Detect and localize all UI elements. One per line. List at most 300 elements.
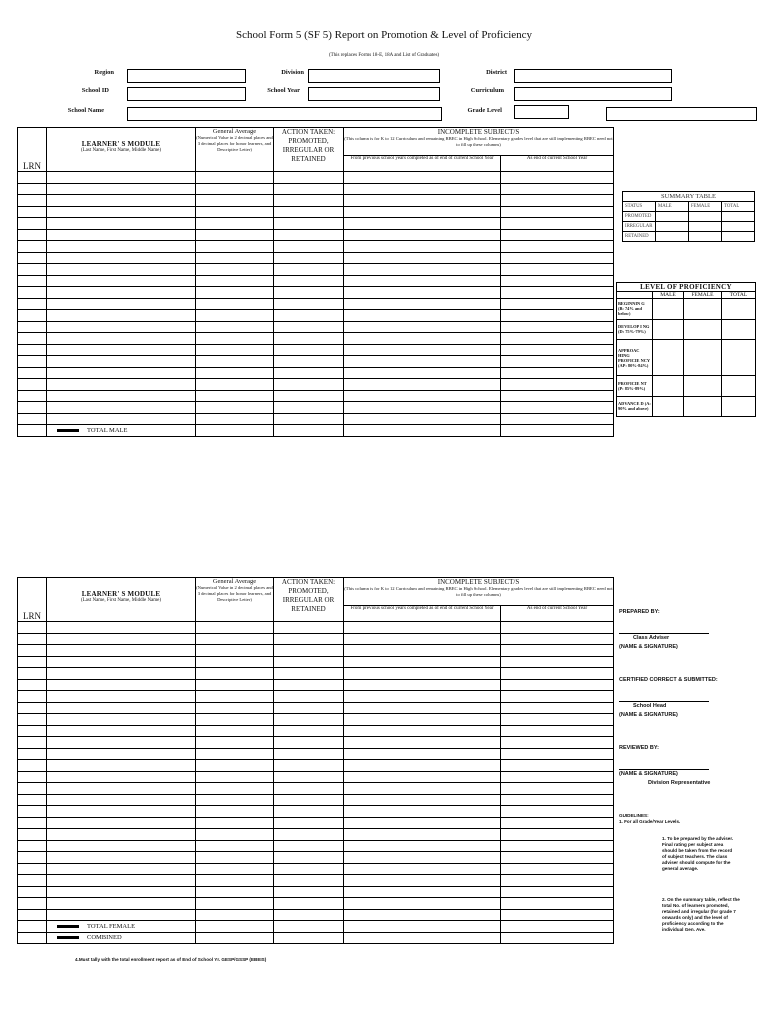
learner-cell[interactable] bbox=[47, 737, 196, 749]
learner-cell[interactable] bbox=[344, 829, 501, 841]
learner-cell[interactable] bbox=[196, 852, 274, 864]
learner-cell[interactable] bbox=[18, 668, 47, 680]
learner-cell[interactable] bbox=[274, 264, 344, 276]
learner-cell[interactable] bbox=[274, 195, 344, 207]
learner-cell[interactable] bbox=[18, 333, 47, 345]
learner-cell[interactable] bbox=[344, 413, 501, 425]
learner-cell[interactable] bbox=[196, 656, 274, 668]
learner-cell[interactable] bbox=[18, 310, 47, 322]
learner-cell[interactable] bbox=[501, 691, 614, 703]
learner-cell[interactable] bbox=[196, 714, 274, 726]
learner-cell[interactable] bbox=[501, 333, 614, 345]
learner-cell[interactable] bbox=[47, 172, 196, 184]
learner-cell[interactable] bbox=[18, 413, 47, 425]
learner-cell[interactable] bbox=[18, 275, 47, 287]
learner-cell[interactable] bbox=[501, 886, 614, 898]
learner-cell[interactable] bbox=[501, 679, 614, 691]
learner-cell[interactable] bbox=[344, 875, 501, 887]
learner-cell[interactable] bbox=[501, 645, 614, 657]
learner-cell[interactable] bbox=[274, 909, 344, 921]
learner-cell[interactable] bbox=[344, 679, 501, 691]
learner-cell[interactable] bbox=[344, 817, 501, 829]
learner-cell[interactable] bbox=[196, 622, 274, 634]
learner-cell[interactable] bbox=[274, 241, 344, 253]
learner-cell[interactable] bbox=[344, 252, 501, 264]
learner-cell[interactable] bbox=[47, 714, 196, 726]
learner-cell[interactable] bbox=[47, 817, 196, 829]
section-field[interactable] bbox=[606, 107, 757, 121]
learner-cell[interactable] bbox=[196, 252, 274, 264]
learner-cell[interactable] bbox=[344, 691, 501, 703]
learner-cell[interactable] bbox=[196, 668, 274, 680]
learner-cell[interactable] bbox=[18, 229, 47, 241]
learner-cell[interactable] bbox=[196, 898, 274, 910]
learner-cell[interactable] bbox=[274, 817, 344, 829]
learner-cell[interactable] bbox=[501, 241, 614, 253]
learner-cell[interactable] bbox=[47, 333, 196, 345]
district-field[interactable] bbox=[514, 69, 672, 83]
learner-cell[interactable] bbox=[501, 321, 614, 333]
learner-cell[interactable] bbox=[344, 886, 501, 898]
learner-cell[interactable] bbox=[196, 794, 274, 806]
learner-cell[interactable] bbox=[18, 252, 47, 264]
learner-cell[interactable] bbox=[196, 748, 274, 760]
learner-cell[interactable] bbox=[501, 725, 614, 737]
learner-cell[interactable] bbox=[344, 287, 501, 299]
learner-cell[interactable] bbox=[18, 748, 47, 760]
learner-cell[interactable] bbox=[196, 691, 274, 703]
learner-cell[interactable] bbox=[47, 806, 196, 818]
learner-cell[interactable] bbox=[196, 356, 274, 368]
learner-cell[interactable] bbox=[274, 287, 344, 299]
learner-cell[interactable] bbox=[196, 633, 274, 645]
learner-cell[interactable] bbox=[47, 840, 196, 852]
learner-cell[interactable] bbox=[274, 760, 344, 772]
learner-cell[interactable] bbox=[18, 909, 47, 921]
learner-cell[interactable] bbox=[196, 344, 274, 356]
learner-cell[interactable] bbox=[344, 702, 501, 714]
learner-cell[interactable] bbox=[501, 229, 614, 241]
learner-cell[interactable] bbox=[47, 321, 196, 333]
learner-cell[interactable] bbox=[344, 241, 501, 253]
adviser-signature-line[interactable] bbox=[619, 633, 709, 634]
learner-cell[interactable] bbox=[47, 402, 196, 414]
learner-cell[interactable] bbox=[274, 310, 344, 322]
learner-cell[interactable] bbox=[18, 390, 47, 402]
learner-cell[interactable] bbox=[18, 714, 47, 726]
learner-cell[interactable] bbox=[344, 367, 501, 379]
learner-cell[interactable] bbox=[274, 852, 344, 864]
learner-cell[interactable] bbox=[501, 909, 614, 921]
learner-cell[interactable] bbox=[18, 367, 47, 379]
learner-cell[interactable] bbox=[196, 264, 274, 276]
learner-cell[interactable] bbox=[274, 172, 344, 184]
learner-cell[interactable] bbox=[18, 183, 47, 195]
learner-cell[interactable] bbox=[274, 898, 344, 910]
ga-title: General Average bbox=[212, 578, 257, 585]
learner-cell[interactable] bbox=[501, 863, 614, 875]
learner-cell[interactable] bbox=[274, 702, 344, 714]
learner-cell[interactable] bbox=[501, 852, 614, 864]
learner-cell[interactable] bbox=[18, 206, 47, 218]
learner-cell[interactable] bbox=[501, 206, 614, 218]
learner-cell[interactable] bbox=[274, 218, 344, 230]
learner-cell[interactable] bbox=[274, 771, 344, 783]
learner-cell[interactable] bbox=[344, 771, 501, 783]
learner-cell[interactable] bbox=[501, 806, 614, 818]
learner-cell[interactable] bbox=[274, 783, 344, 795]
learner-cell[interactable] bbox=[501, 264, 614, 276]
learner-cell[interactable] bbox=[274, 829, 344, 841]
learner-cell[interactable] bbox=[47, 898, 196, 910]
learner-cell[interactable] bbox=[274, 656, 344, 668]
learner-cell[interactable] bbox=[196, 679, 274, 691]
learner-cell[interactable] bbox=[274, 748, 344, 760]
learner-cell[interactable] bbox=[18, 356, 47, 368]
learner-cell[interactable] bbox=[196, 413, 274, 425]
learner-cell[interactable] bbox=[501, 668, 614, 680]
learner-cell[interactable] bbox=[344, 390, 501, 402]
learner-cell[interactable] bbox=[196, 863, 274, 875]
learner-cell[interactable] bbox=[196, 310, 274, 322]
learner-cell[interactable] bbox=[47, 725, 196, 737]
learner-cell[interactable] bbox=[196, 298, 274, 310]
learner-cell[interactable] bbox=[196, 195, 274, 207]
learner-cell[interactable] bbox=[196, 379, 274, 391]
learner-cell[interactable] bbox=[18, 645, 47, 657]
learner-cell[interactable] bbox=[501, 344, 614, 356]
learner-cell[interactable] bbox=[501, 829, 614, 841]
learner-cell[interactable] bbox=[274, 794, 344, 806]
learner-cell[interactable] bbox=[274, 863, 344, 875]
learner-cell[interactable] bbox=[47, 183, 196, 195]
learner-cell[interactable] bbox=[501, 402, 614, 414]
learner-cell[interactable] bbox=[274, 806, 344, 818]
learner-cell[interactable] bbox=[274, 413, 344, 425]
learner-cell[interactable] bbox=[47, 668, 196, 680]
learner-cell[interactable] bbox=[47, 298, 196, 310]
learner-cell[interactable] bbox=[196, 241, 274, 253]
learner-cell[interactable] bbox=[47, 909, 196, 921]
learner-cell[interactable] bbox=[18, 817, 47, 829]
learner-cell[interactable] bbox=[18, 287, 47, 299]
learner-cell[interactable] bbox=[501, 622, 614, 634]
learner-cell[interactable] bbox=[501, 794, 614, 806]
learner-cell[interactable] bbox=[344, 656, 501, 668]
learner-cell[interactable] bbox=[501, 218, 614, 230]
learner-cell[interactable] bbox=[344, 275, 501, 287]
learner-cell[interactable] bbox=[501, 413, 614, 425]
learner-cell[interactable] bbox=[18, 264, 47, 276]
learner-cell[interactable] bbox=[344, 622, 501, 634]
learner-cell[interactable] bbox=[47, 852, 196, 864]
learner-cell[interactable] bbox=[344, 333, 501, 345]
learner-cell[interactable] bbox=[47, 702, 196, 714]
learner-cell[interactable] bbox=[344, 909, 501, 921]
learner-cell[interactable] bbox=[344, 206, 501, 218]
learner-cell[interactable] bbox=[47, 622, 196, 634]
learner-cell[interactable] bbox=[47, 875, 196, 887]
learner-cell[interactable] bbox=[196, 840, 274, 852]
learner-cell[interactable] bbox=[274, 886, 344, 898]
learner-cell[interactable] bbox=[344, 645, 501, 657]
learner-cell[interactable] bbox=[18, 829, 47, 841]
learner-cell[interactable] bbox=[344, 714, 501, 726]
learner-cell[interactable] bbox=[196, 645, 274, 657]
learner-cell[interactable] bbox=[196, 367, 274, 379]
division-field[interactable] bbox=[308, 69, 440, 83]
learner-cell[interactable] bbox=[47, 356, 196, 368]
learner-cell[interactable] bbox=[501, 287, 614, 299]
learner-cell[interactable] bbox=[47, 379, 196, 391]
learner-cell[interactable] bbox=[18, 806, 47, 818]
learner-cell[interactable] bbox=[344, 183, 501, 195]
learner-cell[interactable] bbox=[344, 379, 501, 391]
learner-cell[interactable] bbox=[47, 275, 196, 287]
learner-cell[interactable] bbox=[196, 909, 274, 921]
learner-cell[interactable] bbox=[196, 275, 274, 287]
learner-cell[interactable] bbox=[47, 656, 196, 668]
learner-cell[interactable] bbox=[501, 172, 614, 184]
learner-cell[interactable] bbox=[274, 714, 344, 726]
learner-cell[interactable] bbox=[344, 748, 501, 760]
learner-cell[interactable] bbox=[47, 206, 196, 218]
learner-cell[interactable] bbox=[344, 402, 501, 414]
learner-cell[interactable] bbox=[501, 840, 614, 852]
learner-cell[interactable] bbox=[501, 183, 614, 195]
learner-cell[interactable] bbox=[18, 622, 47, 634]
learner-cell[interactable] bbox=[501, 656, 614, 668]
learner-cell[interactable] bbox=[344, 840, 501, 852]
learner-cell[interactable] bbox=[501, 760, 614, 772]
learner-cell[interactable] bbox=[18, 886, 47, 898]
learner-cell[interactable] bbox=[196, 333, 274, 345]
learner-cell[interactable] bbox=[274, 737, 344, 749]
learner-cell[interactable] bbox=[18, 344, 47, 356]
learner-cell[interactable] bbox=[501, 356, 614, 368]
learner-cell[interactable] bbox=[274, 183, 344, 195]
learner-cell[interactable] bbox=[18, 241, 47, 253]
learner-cell[interactable] bbox=[196, 402, 274, 414]
rep-signature-line[interactable] bbox=[619, 769, 709, 770]
learner-cell[interactable] bbox=[196, 771, 274, 783]
learner-cell[interactable] bbox=[501, 898, 614, 910]
learner-cell[interactable] bbox=[274, 633, 344, 645]
learner-cell[interactable] bbox=[196, 829, 274, 841]
learner-cell[interactable] bbox=[47, 413, 196, 425]
learner-cell[interactable] bbox=[501, 379, 614, 391]
learner-cell[interactable] bbox=[18, 725, 47, 737]
learner-cell[interactable] bbox=[501, 748, 614, 760]
learner-row bbox=[18, 172, 614, 184]
learner-cell[interactable] bbox=[47, 218, 196, 230]
learner-cell[interactable] bbox=[18, 679, 47, 691]
learner-cell[interactable] bbox=[18, 794, 47, 806]
learner-cell[interactable] bbox=[47, 390, 196, 402]
learner-cell[interactable] bbox=[18, 321, 47, 333]
learner-cell[interactable] bbox=[501, 390, 614, 402]
learner-cell[interactable] bbox=[344, 218, 501, 230]
learner-cell[interactable] bbox=[196, 886, 274, 898]
head-signature-line[interactable] bbox=[619, 701, 709, 702]
learner-cell[interactable] bbox=[196, 390, 274, 402]
learner-cell[interactable] bbox=[196, 218, 274, 230]
learner-cell[interactable] bbox=[47, 886, 196, 898]
learner-cell[interactable] bbox=[344, 264, 501, 276]
learner-cell[interactable] bbox=[196, 287, 274, 299]
learner-cell[interactable] bbox=[47, 679, 196, 691]
learner-cell[interactable] bbox=[344, 633, 501, 645]
learner-cell[interactable] bbox=[274, 622, 344, 634]
learner-cell[interactable] bbox=[274, 679, 344, 691]
learner-cell[interactable] bbox=[47, 344, 196, 356]
learner-cell[interactable] bbox=[501, 702, 614, 714]
learner-cell[interactable] bbox=[47, 794, 196, 806]
learner-cell[interactable] bbox=[344, 737, 501, 749]
learner-cell[interactable] bbox=[344, 863, 501, 875]
learner-cell[interactable] bbox=[18, 783, 47, 795]
learner-cell[interactable] bbox=[344, 725, 501, 737]
learner-cell[interactable] bbox=[47, 229, 196, 241]
learner-cell[interactable] bbox=[47, 367, 196, 379]
learner-cell[interactable] bbox=[501, 633, 614, 645]
learner-cell[interactable] bbox=[501, 195, 614, 207]
learner-cell[interactable] bbox=[47, 760, 196, 772]
learner-cell[interactable] bbox=[501, 298, 614, 310]
learner-cell[interactable] bbox=[501, 875, 614, 887]
learner-cell[interactable] bbox=[196, 817, 274, 829]
learner-cell[interactable] bbox=[344, 356, 501, 368]
learner-cell[interactable] bbox=[196, 172, 274, 184]
learner-cell[interactable] bbox=[196, 760, 274, 772]
learner-cell[interactable] bbox=[18, 691, 47, 703]
learner-cell[interactable] bbox=[274, 229, 344, 241]
learner-cell[interactable] bbox=[196, 229, 274, 241]
learner-cell[interactable] bbox=[196, 183, 274, 195]
learner-cell[interactable] bbox=[196, 725, 274, 737]
learner-cell[interactable] bbox=[501, 771, 614, 783]
learner-cell[interactable] bbox=[344, 668, 501, 680]
learner-cell[interactable] bbox=[47, 264, 196, 276]
learner-cell[interactable] bbox=[196, 321, 274, 333]
learner-cell[interactable] bbox=[196, 875, 274, 887]
learner-cell[interactable] bbox=[18, 195, 47, 207]
learner-cell[interactable] bbox=[274, 379, 344, 391]
learner-cell[interactable] bbox=[47, 287, 196, 299]
learner-cell[interactable] bbox=[274, 402, 344, 414]
learner-cell[interactable] bbox=[344, 172, 501, 184]
learner-cell[interactable] bbox=[18, 898, 47, 910]
learner-cell[interactable] bbox=[274, 691, 344, 703]
learner-cell[interactable] bbox=[274, 344, 344, 356]
learner-cell[interactable] bbox=[344, 760, 501, 772]
learner-cell[interactable] bbox=[47, 863, 196, 875]
learner-cell[interactable] bbox=[18, 172, 47, 184]
learner-cell[interactable] bbox=[274, 333, 344, 345]
learner-cell[interactable] bbox=[274, 840, 344, 852]
learner-cell[interactable] bbox=[344, 806, 501, 818]
learner-cell[interactable] bbox=[47, 829, 196, 841]
learner-cell[interactable] bbox=[274, 252, 344, 264]
learner-cell[interactable] bbox=[18, 760, 47, 772]
school-name-field[interactable] bbox=[127, 107, 442, 121]
learner-cell[interactable] bbox=[344, 195, 501, 207]
learner-cell[interactable] bbox=[274, 367, 344, 379]
learner-cell[interactable] bbox=[18, 852, 47, 864]
learner-cell[interactable] bbox=[196, 783, 274, 795]
learner-cell[interactable] bbox=[274, 321, 344, 333]
school-year-field[interactable] bbox=[308, 87, 440, 101]
learner-cell[interactable] bbox=[47, 691, 196, 703]
learner-cell[interactable] bbox=[501, 817, 614, 829]
learner-cell[interactable] bbox=[344, 783, 501, 795]
learner-cell[interactable] bbox=[274, 275, 344, 287]
learner-cell[interactable] bbox=[47, 195, 196, 207]
learner-cell[interactable] bbox=[501, 783, 614, 795]
learner-cell[interactable] bbox=[344, 310, 501, 322]
learner-cell[interactable] bbox=[18, 656, 47, 668]
learner-cell[interactable] bbox=[501, 714, 614, 726]
learner-cell[interactable] bbox=[18, 840, 47, 852]
learner-cell[interactable] bbox=[18, 402, 47, 414]
curriculum-field[interactable] bbox=[514, 87, 672, 101]
learner-cell[interactable] bbox=[196, 206, 274, 218]
learner-cell[interactable] bbox=[47, 310, 196, 322]
learner-cell[interactable] bbox=[274, 356, 344, 368]
learner-cell[interactable] bbox=[501, 367, 614, 379]
learner-cell[interactable] bbox=[47, 241, 196, 253]
learner-cell[interactable] bbox=[18, 633, 47, 645]
learner-cell[interactable] bbox=[47, 748, 196, 760]
learner-cell[interactable] bbox=[18, 737, 47, 749]
learner-cell[interactable] bbox=[344, 852, 501, 864]
learner-cell[interactable] bbox=[18, 702, 47, 714]
learner-cell[interactable] bbox=[274, 298, 344, 310]
learner-cell[interactable] bbox=[344, 229, 501, 241]
learner-cell[interactable] bbox=[274, 390, 344, 402]
learner-cell[interactable] bbox=[344, 898, 501, 910]
learner-cell[interactable] bbox=[501, 252, 614, 264]
learner-cell[interactable] bbox=[47, 633, 196, 645]
learner-cell[interactable] bbox=[344, 321, 501, 333]
learner-cell[interactable] bbox=[344, 298, 501, 310]
learner-cell[interactable] bbox=[501, 737, 614, 749]
learner-cell[interactable] bbox=[344, 344, 501, 356]
learner-cell[interactable] bbox=[18, 863, 47, 875]
learner-cell[interactable] bbox=[274, 875, 344, 887]
learner-cell[interactable] bbox=[274, 725, 344, 737]
learner-cell[interactable] bbox=[18, 771, 47, 783]
learner-cell[interactable] bbox=[18, 218, 47, 230]
learner-cell[interactable] bbox=[274, 206, 344, 218]
learner-cell[interactable] bbox=[47, 783, 196, 795]
learner-cell[interactable] bbox=[47, 645, 196, 657]
learner-cell[interactable] bbox=[501, 310, 614, 322]
learner-cell[interactable] bbox=[47, 771, 196, 783]
learner-cell[interactable] bbox=[196, 737, 274, 749]
learner-cell[interactable] bbox=[18, 298, 47, 310]
learner-cell[interactable] bbox=[344, 794, 501, 806]
learner-cell[interactable] bbox=[196, 702, 274, 714]
learner-cell[interactable] bbox=[18, 379, 47, 391]
learner-cell[interactable] bbox=[47, 252, 196, 264]
grade-level-field[interactable] bbox=[514, 105, 569, 119]
learner-cell[interactable] bbox=[274, 668, 344, 680]
learner-cell[interactable] bbox=[18, 875, 47, 887]
learner-cell[interactable] bbox=[274, 645, 344, 657]
learner-cell[interactable] bbox=[501, 275, 614, 287]
learner-cell[interactable] bbox=[196, 806, 274, 818]
